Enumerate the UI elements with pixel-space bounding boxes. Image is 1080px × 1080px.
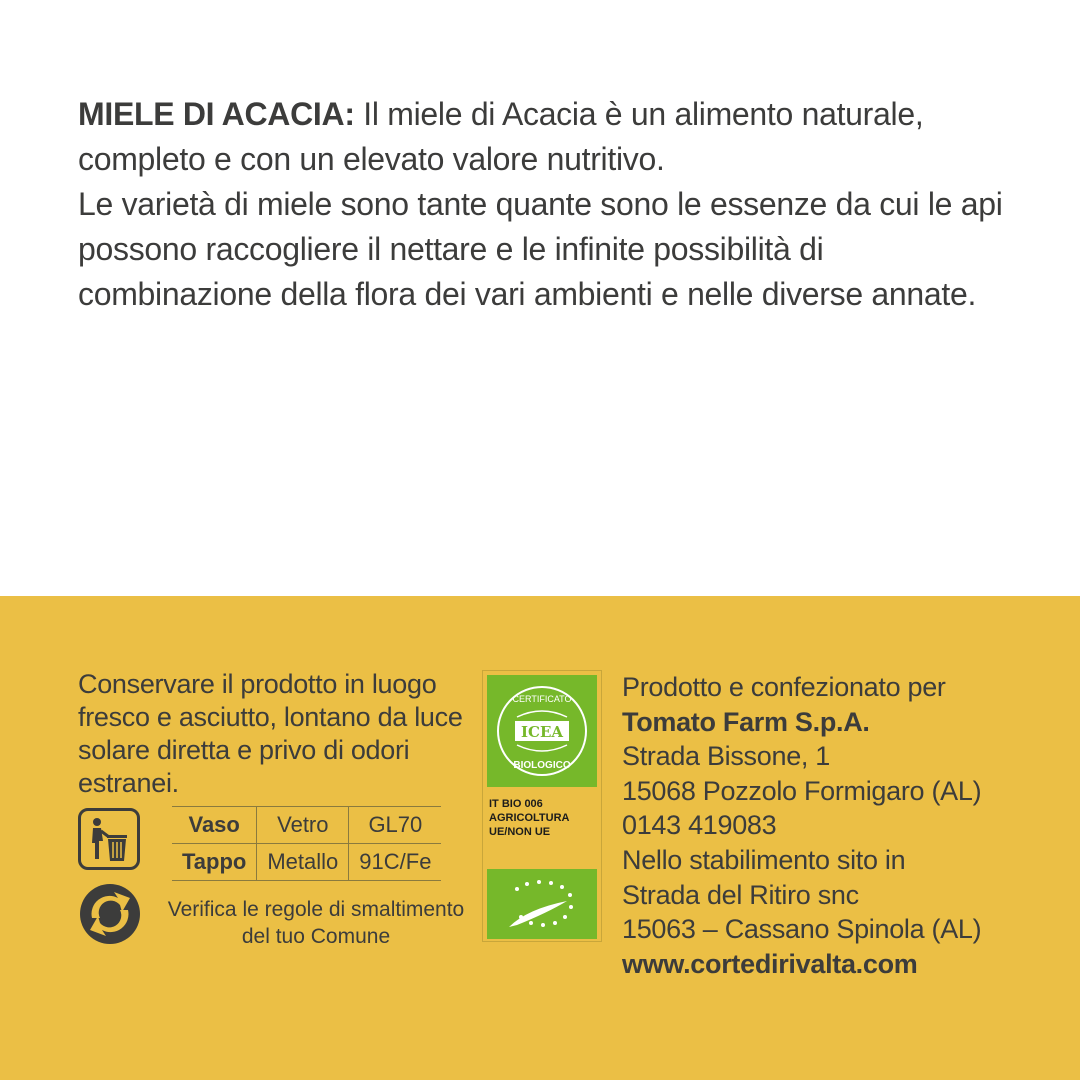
packaging-material: Metallo xyxy=(257,844,349,881)
storage-instructions: Conservare il prodotto in luogo fresco e asciutto, lontano da luce solare diretta e privo di odori estranei. xyxy=(78,669,463,798)
packaging-code: 91C/Fe xyxy=(349,844,442,881)
disposal-note: Verifica le regole di smaltimento del tuo Comune xyxy=(167,898,465,948)
plant-address-line: 15063 – Cassano Spinola (AL) xyxy=(622,914,982,945)
table-row xyxy=(172,807,441,844)
badge-bottom-text: BIOLOGICO xyxy=(513,760,571,771)
producer-company: Tomato Farm S.p.A. xyxy=(622,706,870,737)
recycle-icon xyxy=(78,882,142,946)
table-row xyxy=(172,844,441,881)
organic-certification xyxy=(482,670,602,942)
description-second-paragraph: Le varietà di miele sono tante quante sono le essenze da cui le api possono raccogliere il nettare e le infinite possibilità di combinazione della flora dei vari ambienti e nelle diverse annate. xyxy=(78,186,1003,312)
plant-intro: Nello stabilimento sito in xyxy=(622,844,906,875)
packaging-item: Tappo xyxy=(172,844,257,881)
cert-code-line: UE/NON UE xyxy=(489,826,551,838)
producer-phone: 0143 419083 xyxy=(622,810,777,841)
producer-intro: Prodotto e confezionato per xyxy=(622,672,946,702)
packaging-item: Vaso xyxy=(172,807,257,844)
producer-address-line: Strada Bissone, 1 xyxy=(622,741,831,772)
packaging-material: Vetro xyxy=(257,807,349,844)
certification-code xyxy=(489,797,599,839)
plant-address-line: Strada del Ritiro snc xyxy=(622,879,859,910)
packaging-materials-table xyxy=(172,806,441,881)
cert-code-line: AGRICOLTURA xyxy=(489,812,570,824)
eu-organic-leaf-icon xyxy=(487,869,597,939)
description-line2: completo e con un elevato valore nutritivo. xyxy=(78,141,665,177)
cert-code-line: IT BIO 006 xyxy=(489,798,543,810)
badge-top-text: CERTIFICATO xyxy=(512,694,572,704)
website-link[interactable]: www.cortedirivalta.com xyxy=(622,948,918,979)
badge-center-text: ICEA xyxy=(520,723,564,741)
description-lead: MIELE DI ACACIA: xyxy=(78,96,355,132)
description-line1: Il miele di Acacia è un alimento naturale, xyxy=(354,96,924,132)
trash-bin-icon xyxy=(78,808,140,870)
product-description xyxy=(78,92,1018,317)
producer-address-line: 15068 Pozzolo Formigaro (AL) xyxy=(622,775,982,806)
packaging-code: GL70 xyxy=(349,807,442,844)
icea-badge-icon xyxy=(487,675,597,787)
producer-info xyxy=(622,670,1062,981)
description-first-paragraph xyxy=(78,92,1018,182)
